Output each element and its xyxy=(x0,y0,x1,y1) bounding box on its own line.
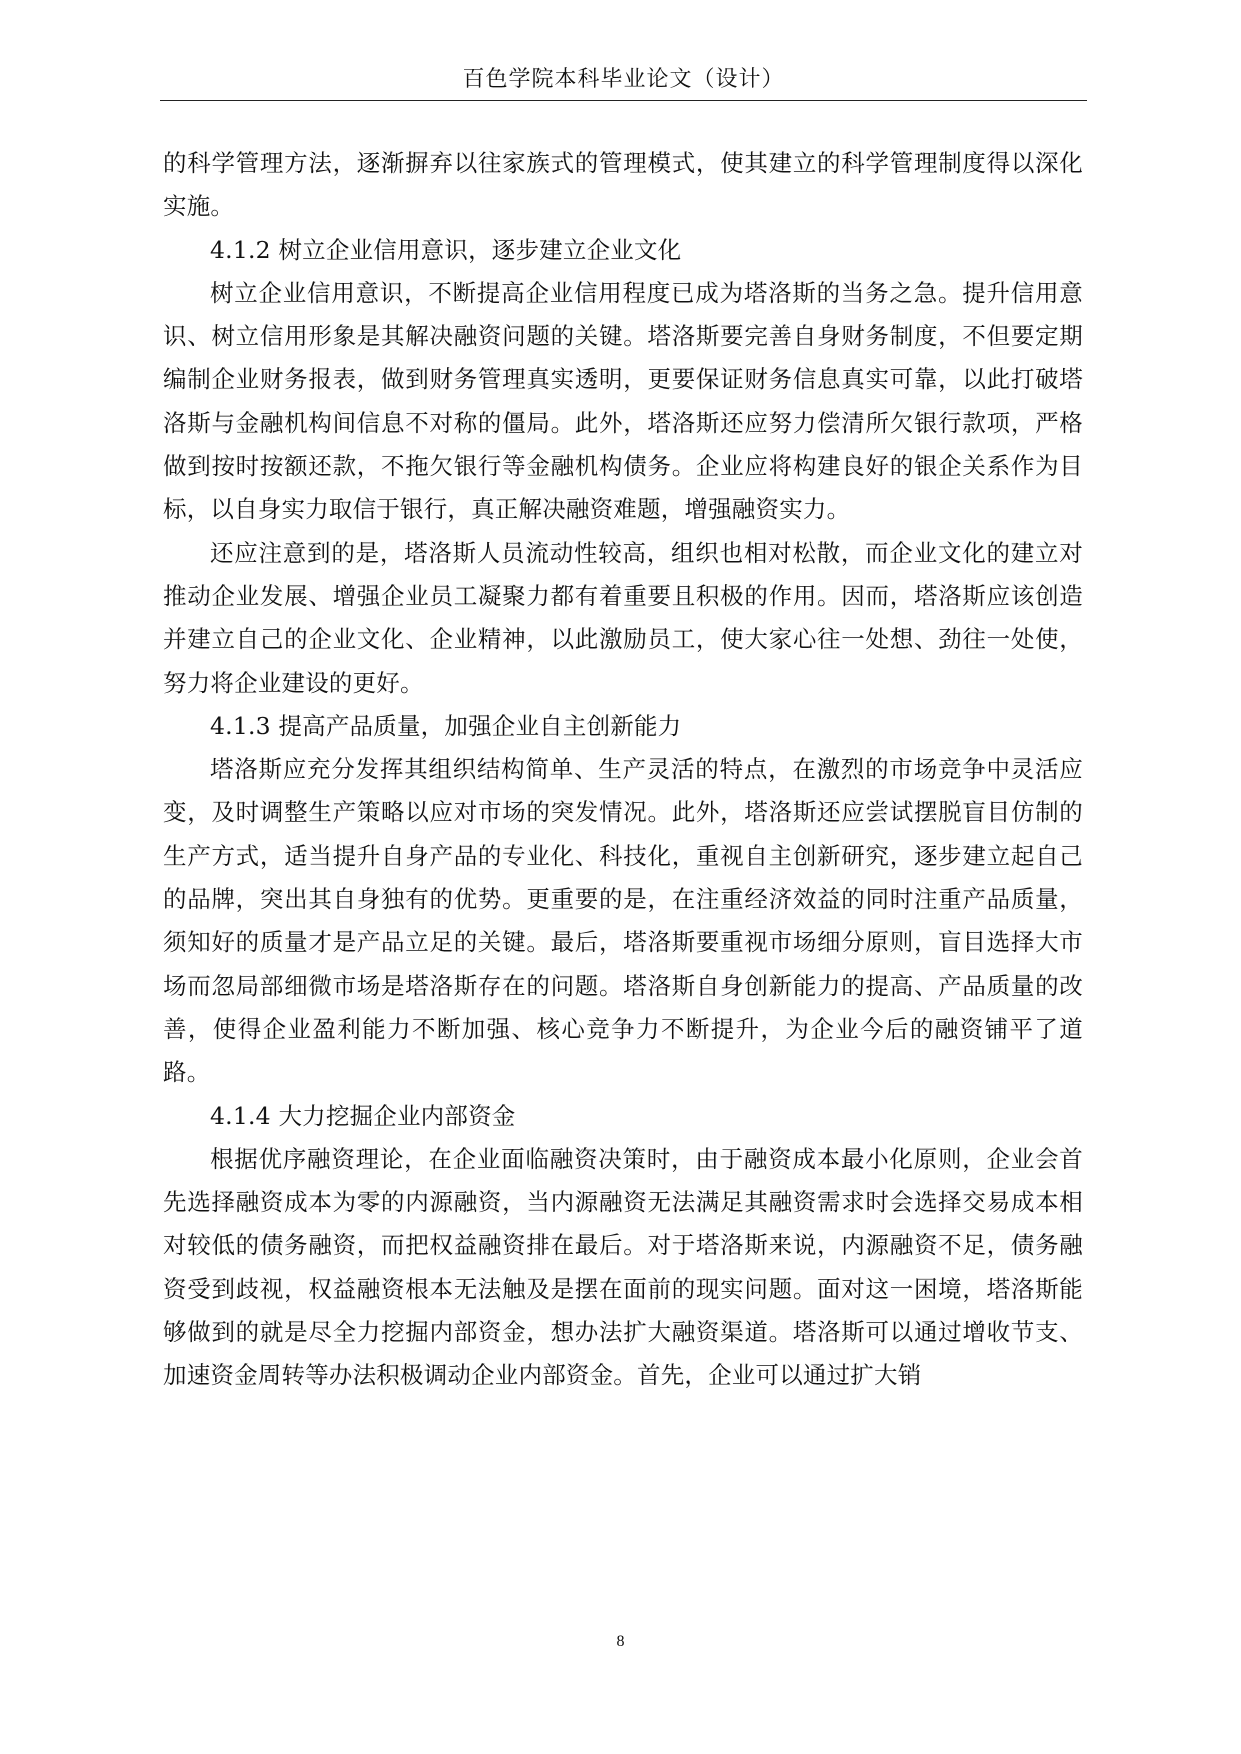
paragraph: 塔洛斯应充分发挥其组织结构简单、生产灵活的特点，在激烈的市场竞争中灵活应变，及时调整生产策略以应对市场的突发情况。此外，塔洛斯还应尝试摆脱盲目仿制的生产方式，适当提升自身产品的专业化、科技化，重视自主创新研究，逐步建立起自己的品牌，突出其自身独有的优势。更重要的是，在注重经济效益的同时注重产品质量，须知好的质量才是产品立足的关键。最后，塔洛斯要重视市场细分原则，盲目选择大市场而忽局部细微市场是塔洛斯存在的问题。塔洛斯自身创新能力的提高、产品质量的改善，使得企业盈利能力不断加强、核心竞争力不断提升，为企业今后的融资铺平了道路。 xyxy=(163,755,1083,1087)
section-heading-4-1-4: 4.1.4 大力挖掘企业内部资金 xyxy=(210,1101,516,1130)
section-heading-4-1-3: 4.1.3 提高产品质量，加强企业自主创新能力 xyxy=(210,711,682,740)
header-title: 百色学院本科毕业论文（设计） xyxy=(462,67,785,92)
paragraph: 还应注意到的是，塔洛斯人员流动性较高，组织也相对松散，而企业文化的建立对推动企业发展、增强企业员工凝聚力都有着重要且积极的作用。因而，塔洛斯应该创造并建立自己的企业文化、企业精神，以此激励员工，使大家心往一处想、劲往一处使，努力将企业建设的更好。 xyxy=(163,538,1083,697)
page-number: 8 xyxy=(616,1633,625,1650)
paragraph: 树立企业信用意识，不断提高企业信用程度已成为塔洛斯的当务之急。提升信用意识、树立信用形象是其解决融资问题的关键。塔洛斯要完善自身财务制度，不但要定期编制企业财务报表，做到财务管理真实透明，更要保证财务信息真实可靠，以此打破塔洛斯与金融机构间信息不对称的僵局。此外，塔洛斯还应努力偿清所欠银行款项，严格做到按时按额还款，不拖欠银行等金融机构债务。企业应将构建良好的银企关系作为目标，以自身实力取信于银行，真正解决融资难题，增强融资实力。 xyxy=(163,278,1083,524)
running-header xyxy=(160,66,1087,101)
paragraph: 根据优序融资理论，在企业面临融资决策时，由于融资成本最小化原则，企业会首先选择融资成本为零的内源融资，当内源融资无法满足其融资需求时会选择交易成本相对较低的债务融资，而把权益融资排在最后。对于塔洛斯来说，内源融资不足，债务融资受到歧视，权益融资根本无法触及是摆在面前的现实问题。面对这一困境，塔洛斯能够做到的就是尽全力挖掘内部资金，想办法扩大融资渠道。塔洛斯可以通过增收节支、加速资金周转等办法积极调动企业内部资金。首先，企业可以通过扩大销 xyxy=(163,1144,1083,1390)
body-text xyxy=(163,142,1083,1398)
section-heading-4-1-2: 4.1.2 树立企业信用意识，逐步建立企业文化 xyxy=(210,235,682,264)
paragraph-continuation: 的科学管理方法，逐渐摒弃以往家族式的管理模式，使其建立的科学管理制度得以深化实施。 xyxy=(163,149,1083,221)
